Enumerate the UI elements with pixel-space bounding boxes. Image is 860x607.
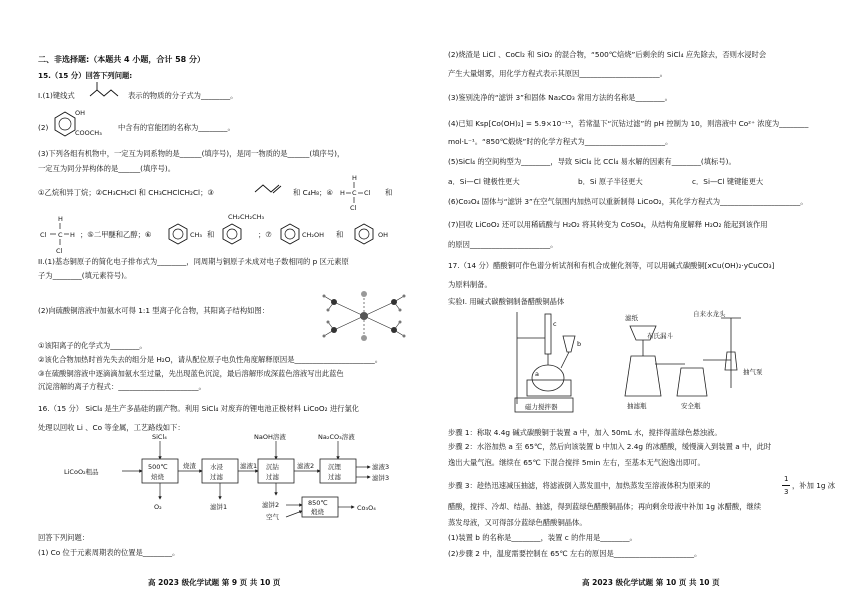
q15-ii-line1: II.(1)基态铜原子的简化电子排布式为________，同周期与铜原子未成对电子数相同的 p 区元素原: [38, 257, 349, 266]
q15-options-row1c: 和: [385, 188, 393, 197]
footer-page10: 高 2023 级化学试题 第 10 页 共 10 页: [582, 578, 720, 587]
q15-sub3a: ③在硫酸铜溶液中逐滴滴加氨水至过量，先出现蓝色沉淀，最后溶解形成深蓝色溶液写出此蓝色: [38, 369, 344, 378]
oh-label: OH: [75, 109, 86, 117]
q15-sub2: ②该化合物加热时首先失去的组分是 H₂O，请从配位原子电负性角度解释原因是______________________。: [38, 355, 383, 364]
q16-6: (6)Co₃O₄ 固体与“滤饼 3”在空气氛围内加热可以重新制得 LiCoO₂，其化学方程式为______________________。: [448, 197, 808, 206]
flow-na2co3: Na₂CO₃溶液: [318, 433, 355, 441]
q15-sub1: ①该阳离子的化学式为________。: [38, 341, 147, 350]
option-a: a．Si—Cl 键极性更大: [448, 177, 520, 186]
flow-box2b: 过滤: [210, 473, 223, 481]
q16-2b: 产生大量烟雾，用化学方程式表示其原因______________________。: [448, 69, 667, 78]
flow-filtrate2: 滤液2: [297, 462, 315, 470]
h-top: H: [352, 174, 357, 182]
q15-options-row2b: ；⑦: [258, 230, 272, 239]
flow-naoh: NaOH溶液: [254, 433, 286, 441]
section-title: 二、非选择题:（本题共 4 小题，合计 58 分）: [38, 55, 206, 64]
flow-sicl4: SiCl₄: [152, 433, 167, 441]
footer-page9: 高 2023 级化学试题 第 9 页 共 10 页: [148, 578, 281, 587]
flow-o2: O₂: [154, 503, 162, 511]
cl-bottom-2: Cl: [56, 247, 63, 255]
oh-label-2: OH: [378, 231, 389, 239]
cation-structure-diagram: [318, 288, 410, 344]
propyl-label: CH₂CH₂CH₃: [228, 213, 265, 221]
bond-lines: [340, 178, 380, 208]
q17-1: (1)装置 b 的名称是________，装置 c 的作用是________。: [448, 533, 637, 542]
q15-i1-text: 表示的物质的分子式为________。: [128, 91, 238, 100]
ch3-label: CH₃: [190, 231, 203, 239]
flow-cake1: 滤饼1: [210, 503, 228, 511]
cooch3-label: COOCH₃: [75, 129, 102, 137]
flow-box3a: 沉钴: [266, 463, 279, 471]
step-2a: 步骤 2：水浴加热 a 至 65℃，然后向该装置 b 中加入 2.4g 的冰醋酸，缓慢滴入到装置 a 中，此时: [448, 442, 772, 451]
step-3c: 蒸发母液，又可得部分蓝绿色醋酸铜晶体。: [448, 518, 587, 527]
q15-heading: 15.（15 分）回答下列问题:: [38, 71, 133, 80]
process-flowchart: [64, 433, 390, 523]
h-top-2: H: [58, 215, 63, 223]
cl-right: Cl: [364, 189, 371, 197]
flow-box1a: 500℃: [148, 463, 168, 471]
step-3a: 步骤 3：趁热迅速减压抽滤，将滤液倒入蒸发皿中，加热蒸发至溶液体积为原来的: [448, 481, 711, 490]
label-filter-paper: 滤纸: [625, 314, 638, 322]
step-3a-tail: ，补加 1g 冰: [792, 481, 836, 490]
q15-sub3b: 沉淀溶解的离子方程式：______________________。: [38, 382, 206, 391]
q15-i1-prefix: I.(1)键线式: [38, 91, 75, 100]
c-center-2: C: [58, 231, 63, 239]
q16-5: (5)SiCl₄ 的空间构型为________，导致 SiCl₄ 比 CCl₄ 易水解的因素有________(填标号)。: [448, 157, 736, 166]
c-center: C: [352, 189, 357, 197]
q15-options-row1b: 和 C₄H₈；④: [293, 188, 333, 197]
q15-3-line1: (3)下列各组有机物中，一定互为同系物的是______(填序号)，是同一物质的是______(填序号)，: [38, 149, 345, 158]
q16-7b: 的原因______________________。: [448, 240, 558, 249]
flow-box2a: 水浸: [210, 463, 223, 471]
flow-cake2: 滤饼2: [262, 501, 280, 509]
flow-air: 空气: [266, 513, 279, 521]
propylbenzene-ring: [220, 222, 244, 246]
q17-a: 17.（14 分）醋酸铜可作色谱分析试剂和有机合成催化剂等，可以用碱式碳酸铜[xCu(OH)₂·yCuCO₃]: [448, 261, 775, 270]
bond-lines-2: [40, 220, 80, 250]
q17-2: (2)步骤 2 中，温度需要控制在 65℃ 左右的原因是______________________。: [448, 549, 702, 558]
q15-2-num: (2): [38, 123, 49, 132]
apparatus-diagram: [505, 308, 815, 416]
q16-1: (1) Co 位于元素周期表的位置是________。: [38, 548, 180, 557]
label-buchner: 布氏漏斗: [647, 332, 673, 340]
h-right-2: H: [70, 231, 75, 239]
fraction-bar: [782, 485, 790, 486]
page-10: [430, 0, 860, 607]
label-tap: 自来水龙头: [693, 310, 726, 318]
and-label: 和: [207, 230, 215, 239]
toluene-ring: [166, 222, 190, 246]
step-1: 步骤 1：称取 4.4g 碱式碳酸铜于装置 a 中，加入 50mL 水，搅拌得蓝绿色悬浊液。: [448, 428, 722, 437]
label-c: c: [553, 320, 557, 328]
h-left: H: [340, 189, 345, 197]
label-filter-flask: 抽滤瓶: [627, 402, 647, 410]
label-pump: 抽气泵: [743, 368, 763, 376]
cl-left-2: Cl: [40, 231, 47, 239]
flow-filtrate3: 滤液3: [372, 463, 390, 471]
q16-line1: 16.（15 分） SiCl₄ 是生产多晶硅的副产物。利用 SiCl₄ 对废弃的锂电池正极材料 LiCoO₂ 进行氯化: [38, 404, 360, 413]
q15-3-line2: 一定互为同分异构体的是______(填序号)。: [38, 164, 176, 173]
q15-ii-line2: 子为________(填元素符号)。: [38, 271, 132, 280]
step-3b: 醋酸，搅拌、冷却、结晶、抽滤，得到蓝绿色醋酸铜晶体；再向剩余母液中补加 1g 冰醋酸，继续: [448, 502, 762, 511]
q16-2a: (2)烧渣是 LiCl 、CoCl₂ 和 SiO₂ 的混合物，“500℃焙烧”后剩余的 SiCl₄ 应先除去，否则水浸时会: [448, 50, 767, 59]
step-2b: 逸出大量气泡。继续在 65℃ 下混合搅拌 5min 左右，至基本无气泡逸出即可。: [448, 458, 705, 467]
option-c: c．Si—Cl 键键能更大: [692, 177, 764, 186]
fraction-numerator: 1: [784, 475, 789, 483]
flow-box4a: 沉锂: [328, 463, 341, 471]
q16-4a: (4)已知 Ksp[Co(OH)₂] = 5.9×10⁻¹⁵，若常温下“沉钴过滤”的 pH 控制为 10，则溶液中 Co²⁺ 浓度为________: [448, 119, 809, 128]
q15-2-text: 中含有的官能团的名称为________。: [118, 123, 235, 132]
q17-b: 为原料制备。: [448, 280, 492, 289]
q16-3: (3)鉴别洗净的“滤饼 3”和固体 Na₂CO₃ 常用方法的名称是________。: [448, 93, 672, 102]
label-safety-flask: 安全瓶: [681, 402, 701, 410]
q16-line2: 处理以回收 Li 、Co 等金属，工艺路线如下：: [38, 423, 185, 432]
flow-raw: LiCoO₂粗品: [64, 468, 99, 476]
flow-filtrate1: 滤液1: [240, 462, 258, 470]
q15-ii-2: (2)向硫酸铜溶液中加氨水可得 1:1 型离子化合物，其阳离子结构如图：: [38, 306, 270, 315]
flow-cake3: 滤饼3: [372, 474, 390, 482]
q16-4b: mol·L⁻¹。“850℃煅烧”时的化学方程式为______________________。: [448, 137, 673, 146]
flow-box3b: 过滤: [266, 473, 279, 481]
benzyl-alcohol-ring: [278, 222, 302, 246]
flow-co3o4: Co₃O₄: [357, 504, 376, 512]
phenol-ring: [352, 222, 376, 246]
experiment-1-title: 实验Ⅰ. 用碱式碳酸铜制备醋酸铜晶体: [448, 297, 565, 306]
option-b: b．Si 原子半径更大: [578, 177, 643, 186]
flow-roast: 烧渣: [183, 462, 196, 470]
cl-bottom: Cl: [350, 204, 357, 212]
fraction-denominator: 3: [784, 488, 789, 496]
q15-options-row2a: ；⑤二甲醚和乙醇；⑥: [80, 230, 152, 239]
skeletal-formula: [88, 80, 124, 102]
ch2oh-label: CH₂OH: [302, 231, 325, 239]
flow-box5a: 850℃: [308, 499, 328, 507]
label-b: b: [577, 340, 582, 348]
q16-7a: (7)回收 LiCoO₂ 还可以用稀硫酸与 H₂O₂ 将其转变为 CoSO₄，从结构角度解释 H₂O₂ 能起到该作用: [448, 220, 768, 229]
label-stirrer: 磁力搅拌器: [525, 403, 558, 411]
butene-structure: [253, 181, 293, 195]
flow-box1b: 焙烧: [151, 473, 164, 481]
answer-heading: 回答下列问题：: [38, 533, 90, 542]
and-label-2: 和: [336, 230, 344, 239]
q15-options-row1: ①乙烷和异丁烷；②CH₃CH₂Cl 和 CH₃CHClCH₂Cl；③: [38, 188, 214, 197]
flow-box4b: 过滤: [328, 473, 341, 481]
label-a: a: [535, 370, 539, 378]
flow-box5b: 煅烧: [311, 508, 324, 516]
